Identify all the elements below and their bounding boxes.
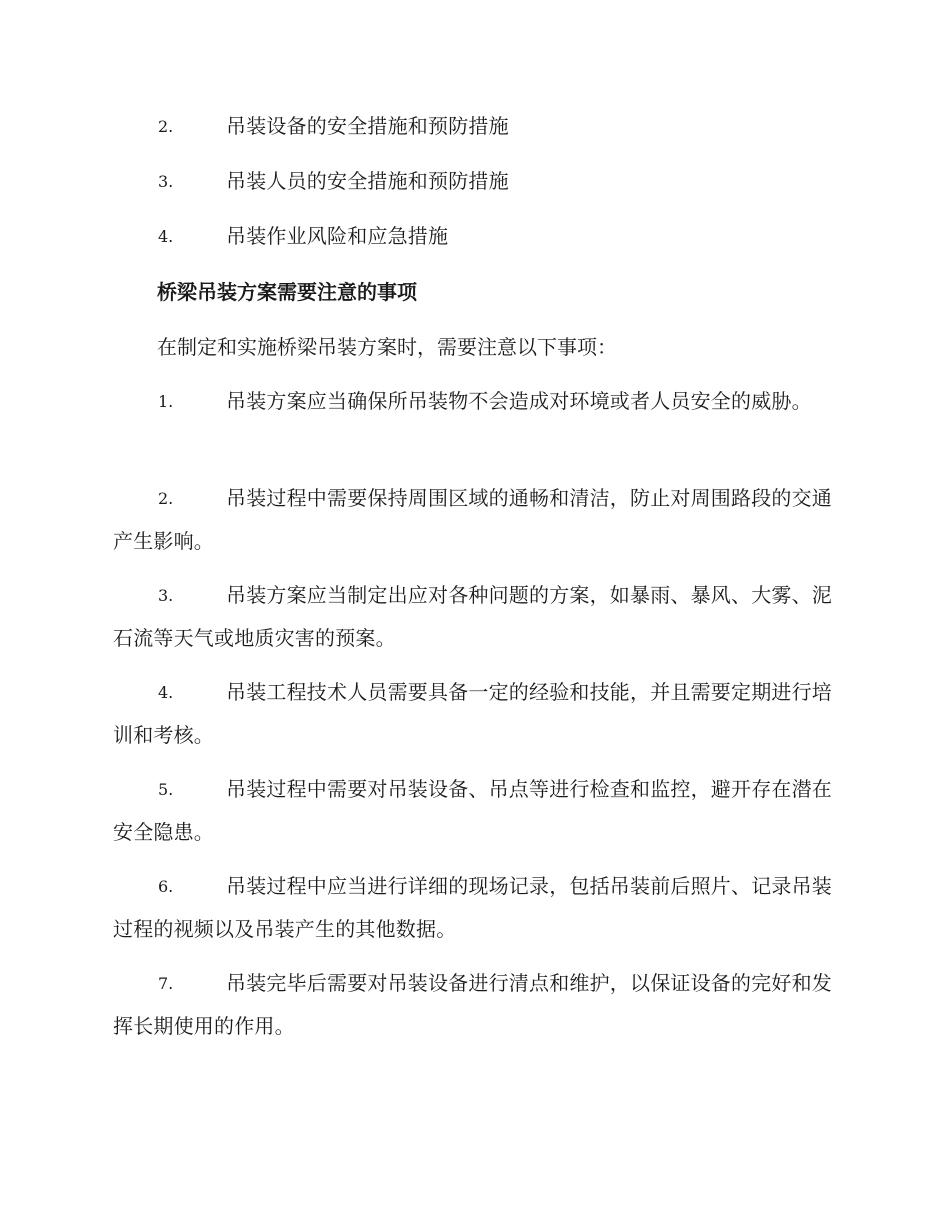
list-item [113, 477, 833, 563]
list-number: 6. [158, 877, 174, 896]
list-item [113, 768, 833, 854]
list-number: 5. [158, 780, 174, 799]
list-text: 吊装人员的安全措施和预防措施 [226, 169, 509, 193]
list-item [113, 160, 833, 203]
list-text: 吊装过程中应当进行详细的现场记录，包括吊装前后照片、记录吊装过程的视频以及吊装产生的其他数据。 [113, 874, 832, 941]
list-text: 吊装过程中需要保持周围区域的通畅和清洁，防止对周围路段的交通产生影响。 [113, 486, 832, 553]
list-text: 吊装设备的安全措施和预防措施 [226, 114, 509, 138]
list-item [113, 671, 833, 757]
list-item [113, 962, 833, 1048]
list-text: 吊装方案应当确保所吊装物不会造成对环境或者人员安全的威胁。 [226, 389, 812, 413]
list-item [113, 380, 833, 423]
list-text: 吊装过程中需要对吊装设备、吊点等进行检查和监控，避开存在潜在安全隐患。 [113, 777, 832, 844]
list-number: 4. [158, 227, 174, 246]
list-number: 7. [158, 974, 174, 993]
list-number: 1. [158, 392, 174, 411]
list-number: 2. [158, 117, 174, 136]
list-number: 2. [158, 489, 174, 508]
list-text: 吊装工程技术人员需要具备一定的经验和技能，并且需要定期进行培训和考核。 [113, 680, 832, 747]
list-item [113, 215, 833, 258]
section-heading: 桥梁吊装方案需要注意的事项 [157, 280, 417, 304]
list-number: 3. [158, 586, 174, 605]
list-number: 3. [158, 172, 174, 191]
list-text: 吊装完毕后需要对吊装设备进行清点和维护，以保证设备的完好和发挥长期使用的作用。 [113, 971, 832, 1038]
list-text: 吊装作业风险和应急措施 [226, 224, 449, 248]
list-text: 吊装方案应当制定出应对各种问题的方案，如暴雨、暴风、大雾、泥石流等天气或地质灾害的预案。 [113, 583, 832, 650]
list-item [113, 865, 833, 951]
section-intro: 在制定和实施桥梁吊装方案时，需要注意以下事项： [157, 335, 617, 359]
list-number: 4. [158, 683, 174, 702]
list-item [113, 574, 833, 660]
list-item [113, 105, 833, 148]
